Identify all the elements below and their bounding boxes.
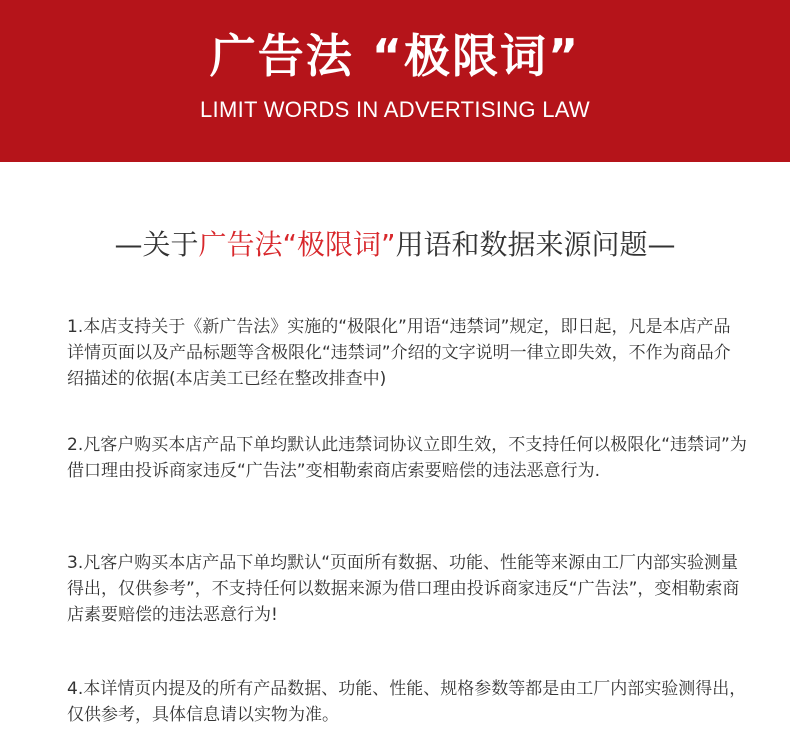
header-banner	[0, 0, 790, 162]
banner-subtitle: LIMIT WORDS IN ADVERTISING LAW	[200, 97, 590, 122]
heading-accent: 广告法“极限词”	[198, 228, 396, 261]
notice-paragraph-3: 3.凡客户购买本店产品下单均默认“页面所有数据、功能、性能等来源由工厂内部实验测量得出，仅供参考”，不支持任何以数据来源为借口理由投诉商家违反“广告法”，变相勒索商店素要赔偿的违法恶意行为!	[67, 553, 740, 625]
notice-paragraph-4: 4.本详情页内提及的所有产品数据、功能、性能、规格参数等都是由工厂内部实验测得出，仅供参考，具体信息请以实物为准。	[67, 679, 747, 725]
section-heading	[0, 225, 790, 265]
notice-paragraph-1: 1.本店支持关于《新广告法》实施的“极限化”用语“违禁词”规定，即日起，凡是本店产品详情页面以及产品标题等含极限化“违禁词”介绍的文字说明一律立即失效，不作为商品介绍描述的依据(本店美工已经在整改排查中)	[67, 317, 731, 389]
notice-paragraph-2: 2.凡客户购买本店产品下单均默认此违禁词协议立即生效，不支持任何以极限化“违禁词”为借口理由投诉商家违反“广告法”变相勒索商店索要赔偿的违法恶意行为.	[67, 435, 747, 481]
heading-suffix: 用语和数据来源问题—	[395, 228, 676, 261]
heading-prefix: —关于	[114, 228, 199, 261]
banner-title: 广告法 “极限词”	[209, 29, 581, 83]
